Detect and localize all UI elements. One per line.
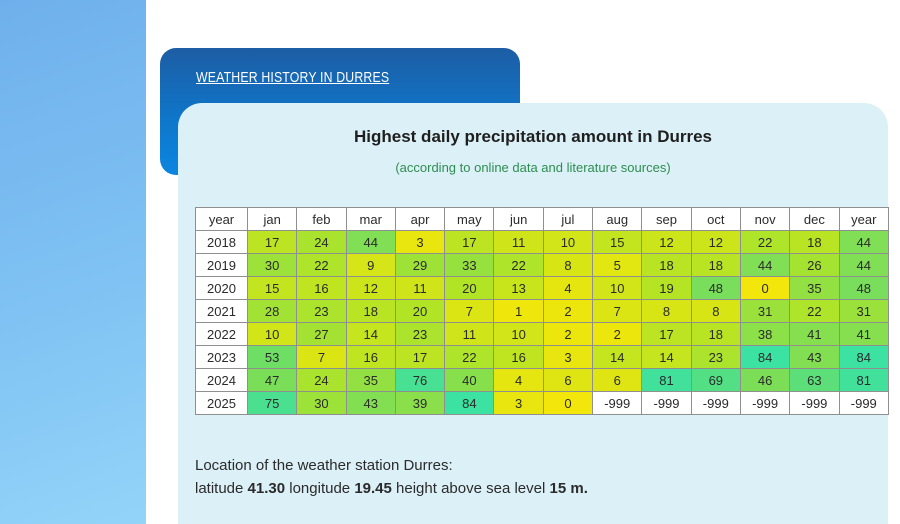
page-subtitle: (according to online data and literature sources): [395, 160, 671, 175]
table-row-2020: [196, 277, 889, 300]
table-header-row: [196, 208, 889, 231]
value-cell: 8: [642, 300, 691, 323]
value-cell: 10: [494, 323, 543, 346]
year-cell: 2022: [196, 323, 248, 346]
column-header-jun: jun: [494, 208, 543, 231]
value-cell: 24: [297, 231, 346, 254]
column-header-aug: aug: [593, 208, 642, 231]
value-cell: 3: [494, 392, 543, 415]
value-cell: 41: [839, 323, 888, 346]
value-cell: 13: [494, 277, 543, 300]
column-header-mar: mar: [346, 208, 395, 231]
value-cell: 1: [494, 300, 543, 323]
value-cell: 24: [297, 369, 346, 392]
value-cell: 44: [839, 231, 888, 254]
value-cell: 14: [593, 346, 642, 369]
column-header-may: may: [445, 208, 494, 231]
value-cell: 23: [297, 300, 346, 323]
value-cell: 17: [395, 346, 444, 369]
value-cell: -999: [740, 392, 789, 415]
value-cell: 38: [740, 323, 789, 346]
year-cell: 2024: [196, 369, 248, 392]
value-cell: 18: [691, 323, 740, 346]
value-cell: 14: [642, 346, 691, 369]
value-cell: 6: [593, 369, 642, 392]
precipitation-table: [195, 207, 889, 415]
value-cell: 11: [395, 277, 444, 300]
year-cell: 2018: [196, 231, 248, 254]
value-cell: 35: [790, 277, 839, 300]
value-cell: 41: [790, 323, 839, 346]
location-label: height above sea level: [391, 480, 550, 497]
value-cell: 11: [445, 323, 494, 346]
value-cell: -999: [642, 392, 691, 415]
left-sidebar: [0, 0, 146, 524]
value-cell: 16: [346, 346, 395, 369]
column-header-year: year: [839, 208, 888, 231]
table-body: [196, 231, 889, 415]
table-row-2019: [196, 254, 889, 277]
value-cell: 22: [740, 231, 789, 254]
table-row-2021: [196, 300, 889, 323]
page-title: Highest daily precipitation amount in Durres: [354, 127, 712, 146]
value-cell: 84: [445, 392, 494, 415]
value-cell: 31: [740, 300, 789, 323]
value-cell: 44: [740, 254, 789, 277]
value-cell: 18: [691, 254, 740, 277]
column-header-year: year: [196, 208, 248, 231]
value-cell: 8: [691, 300, 740, 323]
value-cell: 44: [839, 254, 888, 277]
value-cell: 18: [790, 231, 839, 254]
value-cell: 19: [642, 277, 691, 300]
value-cell: 48: [691, 277, 740, 300]
column-header-oct: oct: [691, 208, 740, 231]
value-cell: 44: [346, 231, 395, 254]
value-cell: 30: [248, 254, 297, 277]
year-cell: 2020: [196, 277, 248, 300]
value-cell: 18: [642, 254, 691, 277]
location-value: 15 m.: [549, 480, 588, 497]
value-cell: 46: [740, 369, 789, 392]
value-cell: 15: [248, 277, 297, 300]
value-cell: 43: [346, 392, 395, 415]
value-cell: 28: [248, 300, 297, 323]
value-cell: 15: [593, 231, 642, 254]
location-line1: Location of the weather station Durres:: [195, 457, 453, 474]
value-cell: 17: [248, 231, 297, 254]
table-row-2022: [196, 323, 889, 346]
location-label: longitude: [285, 480, 355, 497]
value-cell: 0: [740, 277, 789, 300]
value-cell: 30: [297, 392, 346, 415]
value-cell: 4: [543, 277, 592, 300]
value-cell: 84: [839, 346, 888, 369]
table-row-2018: [196, 231, 889, 254]
location-value: 19.45: [354, 480, 392, 497]
value-cell: 8: [543, 254, 592, 277]
column-header-feb: feb: [297, 208, 346, 231]
value-cell: 22: [790, 300, 839, 323]
value-cell: 7: [445, 300, 494, 323]
column-header-nov: nov: [740, 208, 789, 231]
value-cell: 16: [494, 346, 543, 369]
column-header-dec: dec: [790, 208, 839, 231]
value-cell: 6: [543, 369, 592, 392]
value-cell: 47: [248, 369, 297, 392]
value-cell: 10: [248, 323, 297, 346]
value-cell: 75: [248, 392, 297, 415]
value-cell: 69: [691, 369, 740, 392]
value-cell: 2: [543, 323, 592, 346]
value-cell: 18: [346, 300, 395, 323]
value-cell: 14: [346, 323, 395, 346]
value-cell: 35: [346, 369, 395, 392]
value-cell: 7: [297, 346, 346, 369]
value-cell: 27: [297, 323, 346, 346]
value-cell: 12: [346, 277, 395, 300]
value-cell: 17: [642, 323, 691, 346]
value-cell: 29: [395, 254, 444, 277]
column-header-sep: sep: [642, 208, 691, 231]
value-cell: 4: [494, 369, 543, 392]
value-cell: 2: [543, 300, 592, 323]
value-cell: 84: [740, 346, 789, 369]
location-block: [195, 454, 588, 500]
value-cell: 39: [395, 392, 444, 415]
year-cell: 2023: [196, 346, 248, 369]
value-cell: 22: [297, 254, 346, 277]
value-cell: 23: [395, 323, 444, 346]
value-cell: 9: [346, 254, 395, 277]
location-value: 41.30: [247, 480, 286, 497]
weather-history-link[interactable]: WEATHER HISTORY IN DURRES: [196, 69, 390, 86]
value-cell: 43: [790, 346, 839, 369]
value-cell: 33: [445, 254, 494, 277]
column-header-jan: jan: [248, 208, 297, 231]
value-cell: 10: [543, 231, 592, 254]
value-cell: 3: [395, 231, 444, 254]
value-cell: 53: [248, 346, 297, 369]
value-cell: 23: [691, 346, 740, 369]
column-header-jul: jul: [543, 208, 592, 231]
value-cell: 2: [593, 323, 642, 346]
value-cell: 31: [839, 300, 888, 323]
location-label: latitude: [195, 480, 248, 497]
value-cell: 7: [593, 300, 642, 323]
value-cell: 22: [494, 254, 543, 277]
value-cell: -999: [839, 392, 888, 415]
value-cell: 76: [395, 369, 444, 392]
value-cell: 12: [691, 231, 740, 254]
value-cell: 17: [445, 231, 494, 254]
value-cell: 20: [395, 300, 444, 323]
location-coordinates: [195, 477, 588, 500]
value-cell: -999: [593, 392, 642, 415]
value-cell: 40: [445, 369, 494, 392]
value-cell: 26: [790, 254, 839, 277]
value-cell: 0: [543, 392, 592, 415]
content-panel: [178, 103, 888, 524]
value-cell: 16: [297, 277, 346, 300]
year-cell: 2021: [196, 300, 248, 323]
year-cell: 2019: [196, 254, 248, 277]
value-cell: 81: [839, 369, 888, 392]
year-cell: 2025: [196, 392, 248, 415]
value-cell: 63: [790, 369, 839, 392]
value-cell: -999: [790, 392, 839, 415]
value-cell: 22: [445, 346, 494, 369]
value-cell: 48: [839, 277, 888, 300]
value-cell: -999: [691, 392, 740, 415]
table-row-2025: [196, 392, 889, 415]
value-cell: 3: [543, 346, 592, 369]
value-cell: 12: [642, 231, 691, 254]
value-cell: 20: [445, 277, 494, 300]
value-cell: 5: [593, 254, 642, 277]
value-cell: 10: [593, 277, 642, 300]
column-header-apr: apr: [395, 208, 444, 231]
value-cell: 81: [642, 369, 691, 392]
value-cell: 11: [494, 231, 543, 254]
table-row-2023: [196, 346, 889, 369]
table-row-2024: [196, 369, 889, 392]
